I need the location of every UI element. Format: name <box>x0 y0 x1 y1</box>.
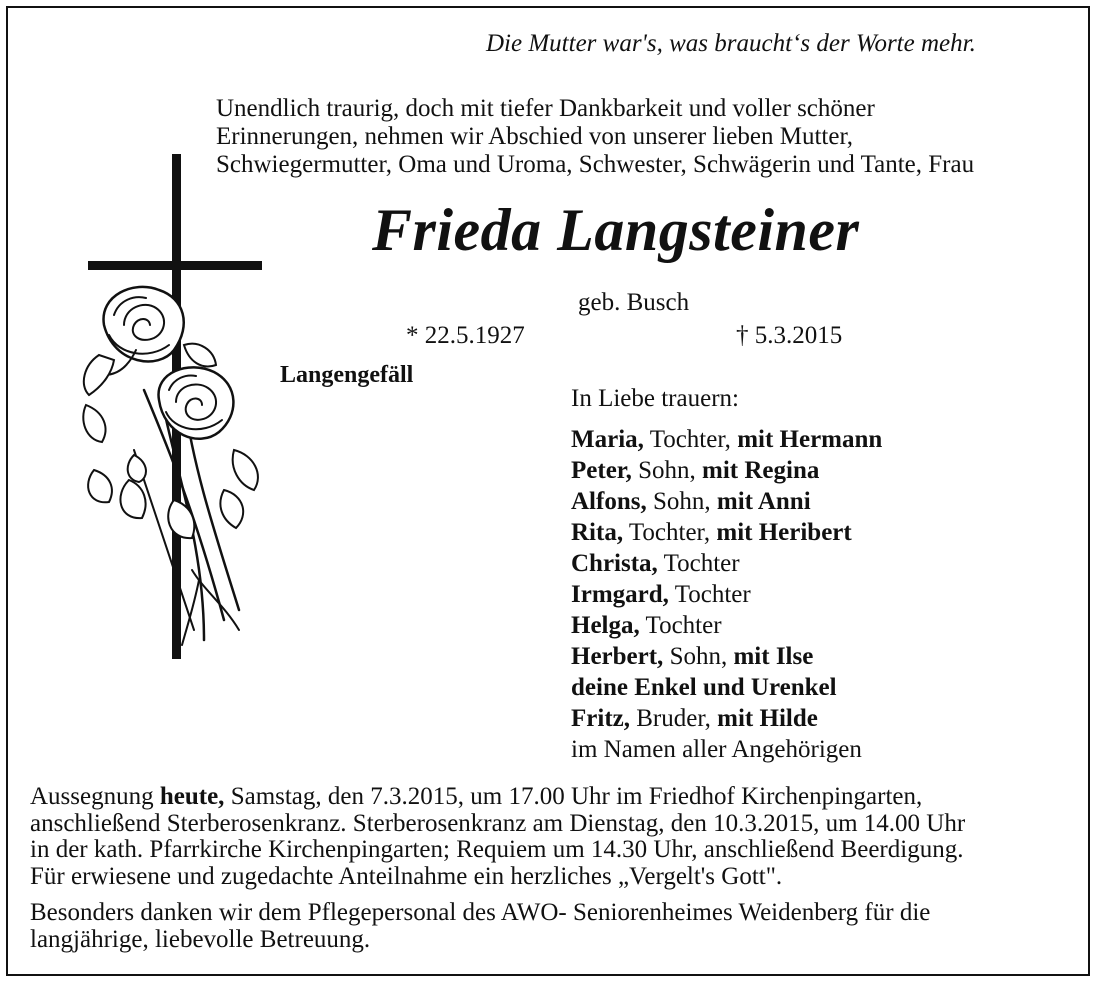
mourners-heading: In Liebe trauern: <box>571 385 739 412</box>
service-line <box>30 784 965 811</box>
mourner-relation: Tochter, <box>643 426 738 453</box>
mourner-row <box>571 610 882 641</box>
mourner-name: Maria, <box>571 426 644 453</box>
service-text: Aussegnung <box>30 783 160 810</box>
service-line: anschließend Sterberosenkranz. Sterberosenkranz am Dienstag, den 10.3.2015, um 14.00 Uhr <box>30 809 966 837</box>
mourners-list <box>571 424 882 765</box>
birth-date: * 22.5.1927 <box>406 322 525 349</box>
maiden-name: geb. Busch <box>578 289 690 316</box>
mourner-partner: mit Heribert <box>716 519 852 546</box>
mourner-relation: Sohn, <box>631 457 702 484</box>
mourner-row <box>571 455 882 486</box>
deceased-name: Frieda Langsteiner <box>372 197 860 263</box>
mourner-name: Rita, <box>571 519 624 546</box>
mourner-partner: mit Hermann <box>737 426 883 453</box>
mourner-name: Herbert, <box>571 643 664 670</box>
service-details <box>30 784 965 890</box>
service-line: Für erwiesene und zugedachte Anteilnahme ein herzliches „Vergelt's Gott". <box>30 862 783 890</box>
mourner-relation: Bruder, <box>629 705 718 732</box>
mourner-name: Irmgard, <box>571 581 669 608</box>
thanks-text <box>30 900 930 953</box>
mourner-name: Peter, <box>571 457 632 484</box>
mourner-row <box>571 424 882 455</box>
mourner-name: Christa, <box>571 550 658 577</box>
service-text: Samstag, den 7.3.2015, um 17.00 Uhr im Friedhof Kirchenpingarten, <box>224 783 923 810</box>
cross-with-roses-icon <box>74 150 274 670</box>
mourner-name: Alfons, <box>571 488 647 515</box>
service-emphasis: heute, <box>159 783 225 810</box>
intro-line: Erinnerungen, nehmen wir Abschied von unserer lieben Mutter, <box>216 123 854 150</box>
mourner-row <box>571 703 882 734</box>
mourner-name: Helga, <box>571 612 640 639</box>
mourner-name: deine Enkel und Urenkel <box>571 674 837 701</box>
mourner-row <box>571 517 882 548</box>
mourner-relation: Sohn, <box>663 643 734 670</box>
mourner-row <box>571 486 882 517</box>
mourner-relation: Tochter, <box>623 519 717 546</box>
mourner-partner: mit Ilse <box>733 643 814 670</box>
mourner-relation: Tochter <box>668 581 751 608</box>
mourner-row <box>571 672 882 703</box>
thanks-line: Besonders danken wir dem Pflegepersonal des AWO- Seniorenheimes Weidenberg für die <box>30 899 931 926</box>
thanks-line: langjährige, liebevolle Betreuung. <box>30 925 371 953</box>
mourner-partner: mit Anni <box>716 488 811 515</box>
mourner-relation: Tochter <box>657 550 740 577</box>
mourner-row <box>571 641 882 672</box>
mourner-name: Fritz, <box>571 705 630 732</box>
opening-quote: Die Mutter war's, was braucht‘s der Worte mehr. <box>486 30 976 57</box>
intro-line: Schwiegermutter, Oma und Uroma, Schwester, Schwägerin und Tante, Frau <box>216 151 975 178</box>
mourner-row <box>571 548 882 579</box>
intro-text <box>216 95 974 179</box>
mourner-relation: Sohn, <box>646 488 717 515</box>
death-date: † 5.3.2015 <box>736 322 843 349</box>
mourner-row <box>571 579 882 610</box>
service-line: in der kath. Pfarrkirche Kirchenpingarten; Requiem um 14.30 Uhr, anschließend Beerdigung. <box>30 836 964 863</box>
intro-line: Unendlich traurig, doch mit tiefer Dankbarkeit und voller schöner <box>216 95 875 122</box>
mourner-partner: mit Hilde <box>717 705 818 732</box>
mourners-footer: im Namen aller Angehörigen <box>571 736 862 763</box>
hometown: Langengefäll <box>280 362 414 388</box>
mourner-partner: mit Regina <box>702 457 820 484</box>
mourner-relation: Tochter <box>639 612 722 639</box>
